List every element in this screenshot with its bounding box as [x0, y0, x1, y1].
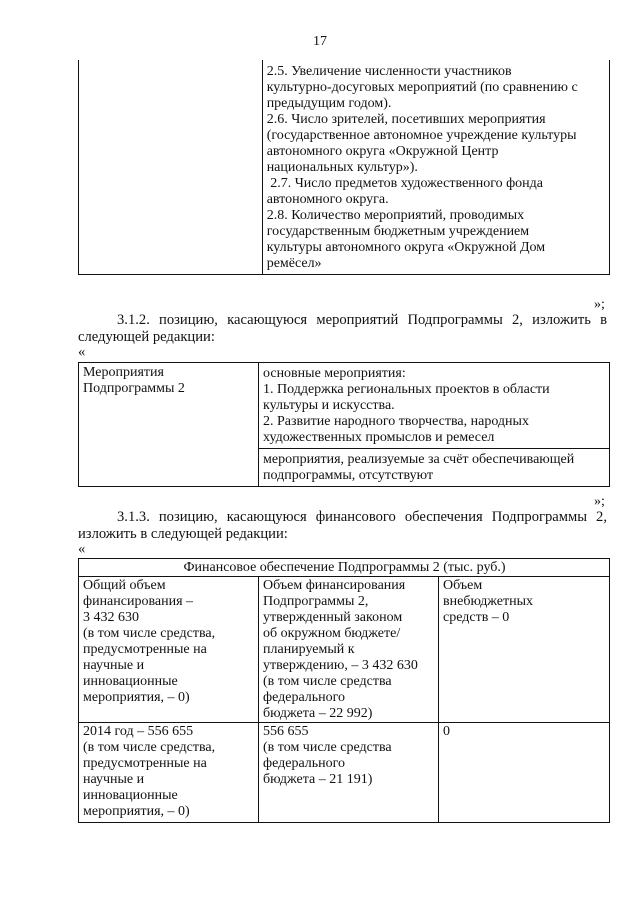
finance-cell-line: предусмотренные на [83, 756, 207, 771]
events-main-line: художественных промыслов и ремесел [263, 430, 495, 445]
finance-header: Финансовое обеспечение Подпрограммы 2 (тыс. руб.) [79, 559, 610, 577]
indicators-left-cell [79, 60, 263, 275]
indicator-line: 2.5. Увеличение численности участников [266, 64, 512, 79]
finance-cell-line: финансирования – [83, 594, 194, 609]
indicator-line: 2.7. Число предметов художественного фонда [266, 176, 544, 191]
finance-cell-line: научные и [83, 658, 145, 673]
finance-2014-extrabudget-cell [439, 723, 610, 823]
events-main-line: основные мероприятия: [263, 366, 406, 381]
events-label-cell [79, 363, 259, 487]
indicator-line: культуры автономного округа «Окружной Дом [266, 240, 546, 255]
finance-cell-line: 3 432 630 [83, 610, 139, 625]
indicator-line: предыдущим годом). [266, 96, 392, 111]
finance-cell-line: утверждению, – 3 432 630 [263, 658, 418, 673]
events-main-cell [259, 363, 610, 449]
finance-cell-line: средств – 0 [443, 610, 510, 625]
finance-cell-line: федерального [263, 756, 346, 771]
finance-cell-line: (в том числе средства, [83, 626, 216, 641]
finance-cell-line: предусмотренные на [83, 642, 207, 657]
indicators-table [78, 60, 610, 275]
finance-cell-line: (в том числе средства [263, 674, 392, 689]
indicator-line: 2.8. Количество мероприятий, проводимых [266, 208, 525, 223]
finance-cell-line: (в том числе средства, [83, 740, 216, 755]
finance-cell-line: (в том числе средства [263, 740, 392, 755]
finance-cell-line: федерального [263, 690, 346, 705]
finance-cell-line: планируемый к [263, 642, 355, 657]
indicator-line: (государственное автономное учреждение культуры [266, 128, 577, 143]
finance-cell-line: мероприятия, – 0) [83, 690, 190, 705]
finance-cell-line: бюджета – 22 992) [263, 706, 373, 721]
page-number: 17 [313, 34, 327, 49]
events-label-line: Мероприятия [83, 365, 164, 380]
closing-quote: »; [594, 297, 605, 312]
finance-cell-line: утвержденный законом [263, 610, 403, 625]
events-main-line: культуры и искусства. [263, 398, 395, 413]
paragraph-3-1-2-line2: следующей редакции: [78, 329, 215, 345]
indicator-line: 2.6. Число зрителей, посетивших мероприятия [266, 112, 546, 127]
indicator-line: автономного округа «Окружной Центр [266, 144, 499, 159]
finance-cell-line: Общий объем [83, 578, 166, 593]
events-sub-line: подпрограммы, отсутствуют [263, 468, 434, 483]
indicator-line: государственным бюджетным учреждением [266, 224, 530, 239]
finance-cell-line: внебюджетных [443, 594, 534, 609]
paragraph-3-1-2-line1: 3.1.2. позицию, касающуюся мероприятий Подпрограммы 2, изложить в [117, 312, 607, 328]
events-sub-cell [259, 449, 610, 487]
indicators-right-cell [262, 60, 609, 275]
closing-quote: »; [594, 494, 605, 509]
finance-cell-line: научные и [83, 772, 145, 787]
paragraph-3-1-3-line1: 3.1.3. позицию, касающуюся финансового обеспечения Подпрограммы 2, [117, 509, 607, 525]
finance-total-cell [79, 577, 259, 723]
finance-2014-approved-cell [259, 723, 439, 823]
events-sub-line: мероприятия, реализуемые за счёт обеспечивающей [263, 452, 575, 467]
finance-cell-line: инновационные [83, 788, 178, 803]
finance-approved-cell [259, 577, 439, 723]
paragraph-3-1-3-line2: изложить в следующей редакции: [78, 526, 288, 542]
finance-cell-line: 556 655 [263, 724, 309, 739]
events-main-line: 2. Развитие народного творчества, народных [263, 414, 529, 429]
finance-cell-line: об окружном бюджете/ [263, 626, 401, 641]
opening-quote: « [78, 344, 86, 360]
finance-cell-line: мероприятия, – 0) [83, 804, 190, 819]
finance-cell-line: 0 [443, 724, 450, 739]
indicator-line: ремёсел» [266, 256, 322, 271]
finance-cell-line: 2014 год – 556 655 [83, 724, 194, 739]
events-label-line: Подпрограммы 2 [83, 381, 185, 396]
opening-quote: « [78, 541, 86, 557]
finance-cell-line: Объем финансирования [263, 578, 406, 593]
finance-cell-line: Подпрограммы 2, [263, 594, 369, 609]
events-main-line: 1. Поддержка региональных проектов в области [263, 382, 550, 397]
finance-cell-line: бюджета – 21 191) [263, 772, 373, 787]
events-table [78, 362, 610, 487]
finance-2014-total-cell [79, 723, 259, 823]
indicator-line: национальных культур»). [266, 160, 418, 175]
indicator-line: культурно-досуговых мероприятий (по сравнению с [266, 80, 578, 95]
finance-cell-line: инновационные [83, 674, 178, 689]
indicator-line: автономного округа. [266, 192, 389, 207]
finance-table [78, 558, 610, 823]
finance-cell-line: Объем [443, 578, 483, 593]
finance-extrabudget-cell [439, 577, 610, 723]
